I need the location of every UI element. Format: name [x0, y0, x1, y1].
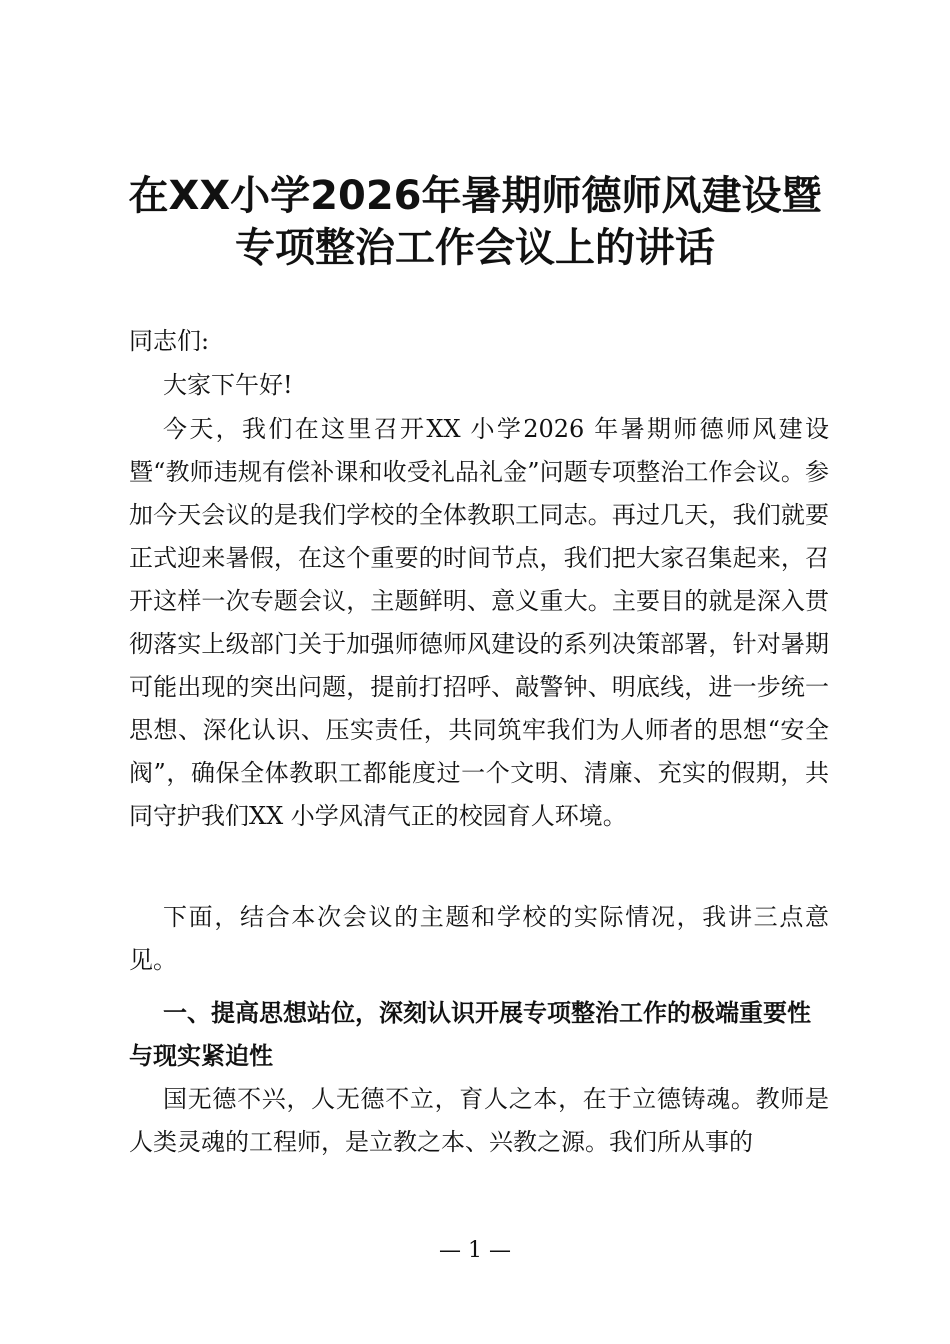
- paragraph-intro: 今天，我们在这里召开XX 小学2026 年暑期师德师风建设暨“教师违规有偿补课和收受礼品礼金”问题专项整治工作会议。参加今天会议的是我们学校的全体教职工同志。再过几天，我们就要正式迎来暑假，在这个重要的时间节点，我们把大家召集起来，召开这样一次专题会议，主题鲜明、意义重大。主要目的就是深入贯彻落实上级部门关于加强师德师风建设的系列决策部署，针对暑期可能出现的突出问题，提前打招呼、敲警钟、明底线，进一步统一思想、深化认识、压实责任，共同筑牢我们为人师者的思想“安全阀”，确保全体教职工都能度过一个文明、清廉、充实的假期，共同守护我们XX 小学风清气正的校园育人环境。: [129, 415, 829, 830]
- salutation: 同志们:: [129, 327, 210, 355]
- document-title-line1: 在XX小学2026年暑期师德师风建设暨: [128, 173, 822, 219]
- page-number: — 1 —: [439, 1238, 511, 1263]
- section-heading-1: 一、提高思想站位，深刻认识开展专项整治工作的极端重要性与现实紧迫性: [129, 999, 811, 1070]
- document-title-line2: 专项整治工作会议上的讲话: [235, 225, 715, 271]
- greeting: 大家下午好!: [163, 371, 293, 399]
- paragraph-outline: 下面，结合本次会议的主题和学校的实际情况，我讲三点意见。: [129, 903, 829, 974]
- paragraph-section-1: 国无德不兴，人无德不立，育人之本，在于立德铸魂。教师是人类灵魂的工程师，是立教之本、兴教之源。我们所从事的: [129, 1085, 829, 1156]
